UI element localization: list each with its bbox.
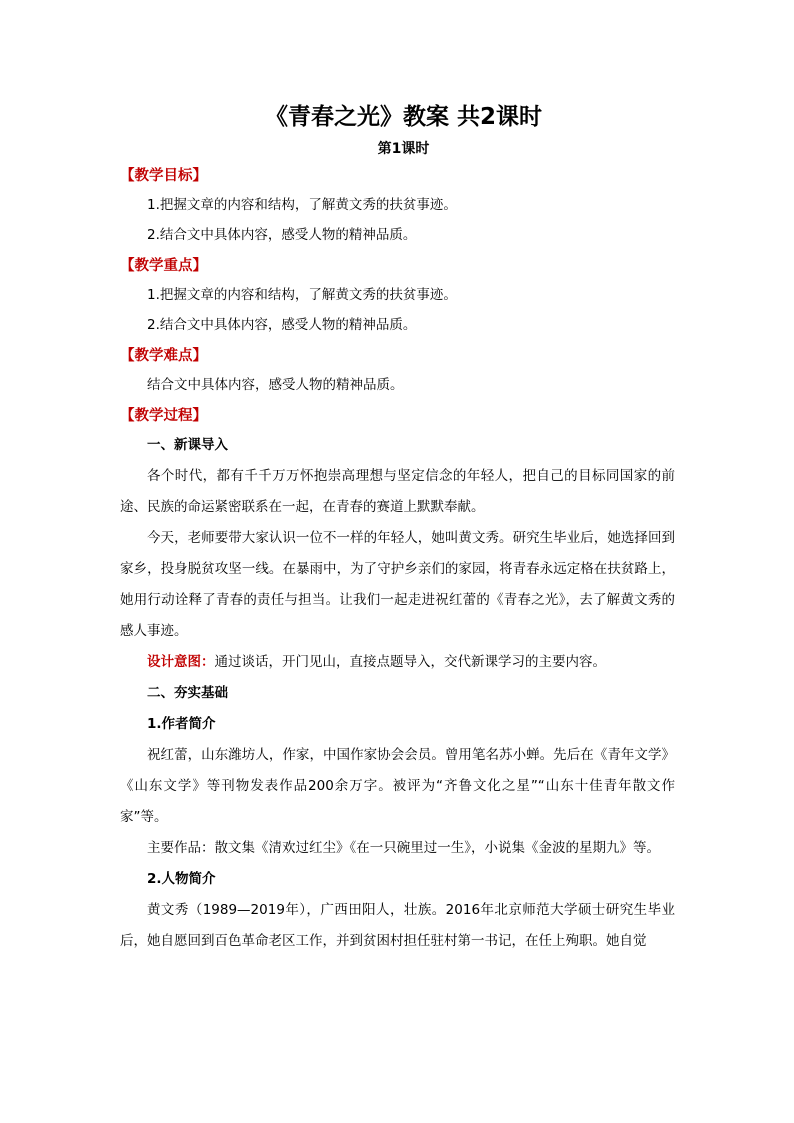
design-intent-text: 通过谈话，开门见山，直接点题导入，交代新课学习的主要内容。: [214, 654, 606, 670]
part1-paragraph-1: 各个时代，都有千千万万怀抱崇高理想与坚定信念的年轻人，把自己的目标同国家的前途、民族的命运紧密联系在一起，在青春的赛道上默默奉献。: [120, 468, 675, 515]
key-points-item-1: 1.把握文章的内容和结构，了解黄文秀的扶贫事迹。: [147, 287, 457, 303]
part2-title: 二、夯实基础: [147, 685, 228, 701]
design-intent-label: 设计意图：: [147, 654, 215, 670]
part1-paragraph-2: 今天，老师要带大家认识一位不一样的年轻人，她叫黄文秀。研究生毕业后，她选择回到家乡，投身脱贫攻坚一线。在暴雨中，为了守护乡亲们的家园，将青春永远定格在扶贫路上，她用行动诠释了青春的责任与担当。让我们一起走进祝红蕾的《青春之光》，去了解黄文秀的感人事迹。: [120, 530, 675, 639]
author-intro-paragraph-1: 祝红蕾，山东潍坊人，作家，中国作家协会会员。曾用笔名苏小蝉。先后在《青年文学》《山东文学》等刊物发表作品200余万字。被评为“齐鲁文化之星”“山东十佳青年散文作家”等。: [120, 747, 675, 825]
person-intro-paragraph-1: 黄文秀（1989—2019年），广西田阳人，壮族。2016年北京师范大学硕士研究生毕业后，她自愿回到百色革命老区工作，并到贫困村担任驻村第一书记，在任上殉职。她自觉: [120, 902, 675, 949]
goals-heading: 【教学目标】: [120, 168, 207, 184]
document-title: 《青春之光》教案 共2课时: [264, 104, 542, 130]
person-intro-title: 2.人物简介: [147, 871, 216, 887]
design-intent: [120, 647, 675, 678]
author-intro-title: 1.作者简介: [147, 716, 216, 732]
difficulties-item-1: 结合文中具体内容，感受人物的精神品质。: [147, 377, 404, 393]
difficulties-heading: 【教学难点】: [120, 348, 207, 364]
goals-item-1: 1.把握文章的内容和结构，了解黄文秀的扶贫事迹。: [147, 197, 457, 213]
goals-item-2: 2.结合文中具体内容，感受人物的精神品质。: [147, 227, 417, 243]
part1-title: 一、新课导入: [147, 437, 228, 453]
author-intro-paragraph-2: 主要作品：散文集《清欢过红尘》《在一只碗里过一生》，小说集《金波的星期九》等。: [147, 840, 660, 856]
key-points-heading: 【教学重点】: [120, 258, 207, 274]
process-heading: 【教学过程】: [120, 408, 207, 424]
key-points-item-2: 2.结合文中具体内容，感受人物的精神品质。: [147, 317, 417, 333]
lesson-subtitle: 第1课时: [377, 141, 430, 157]
document-body: [120, 100, 675, 957]
